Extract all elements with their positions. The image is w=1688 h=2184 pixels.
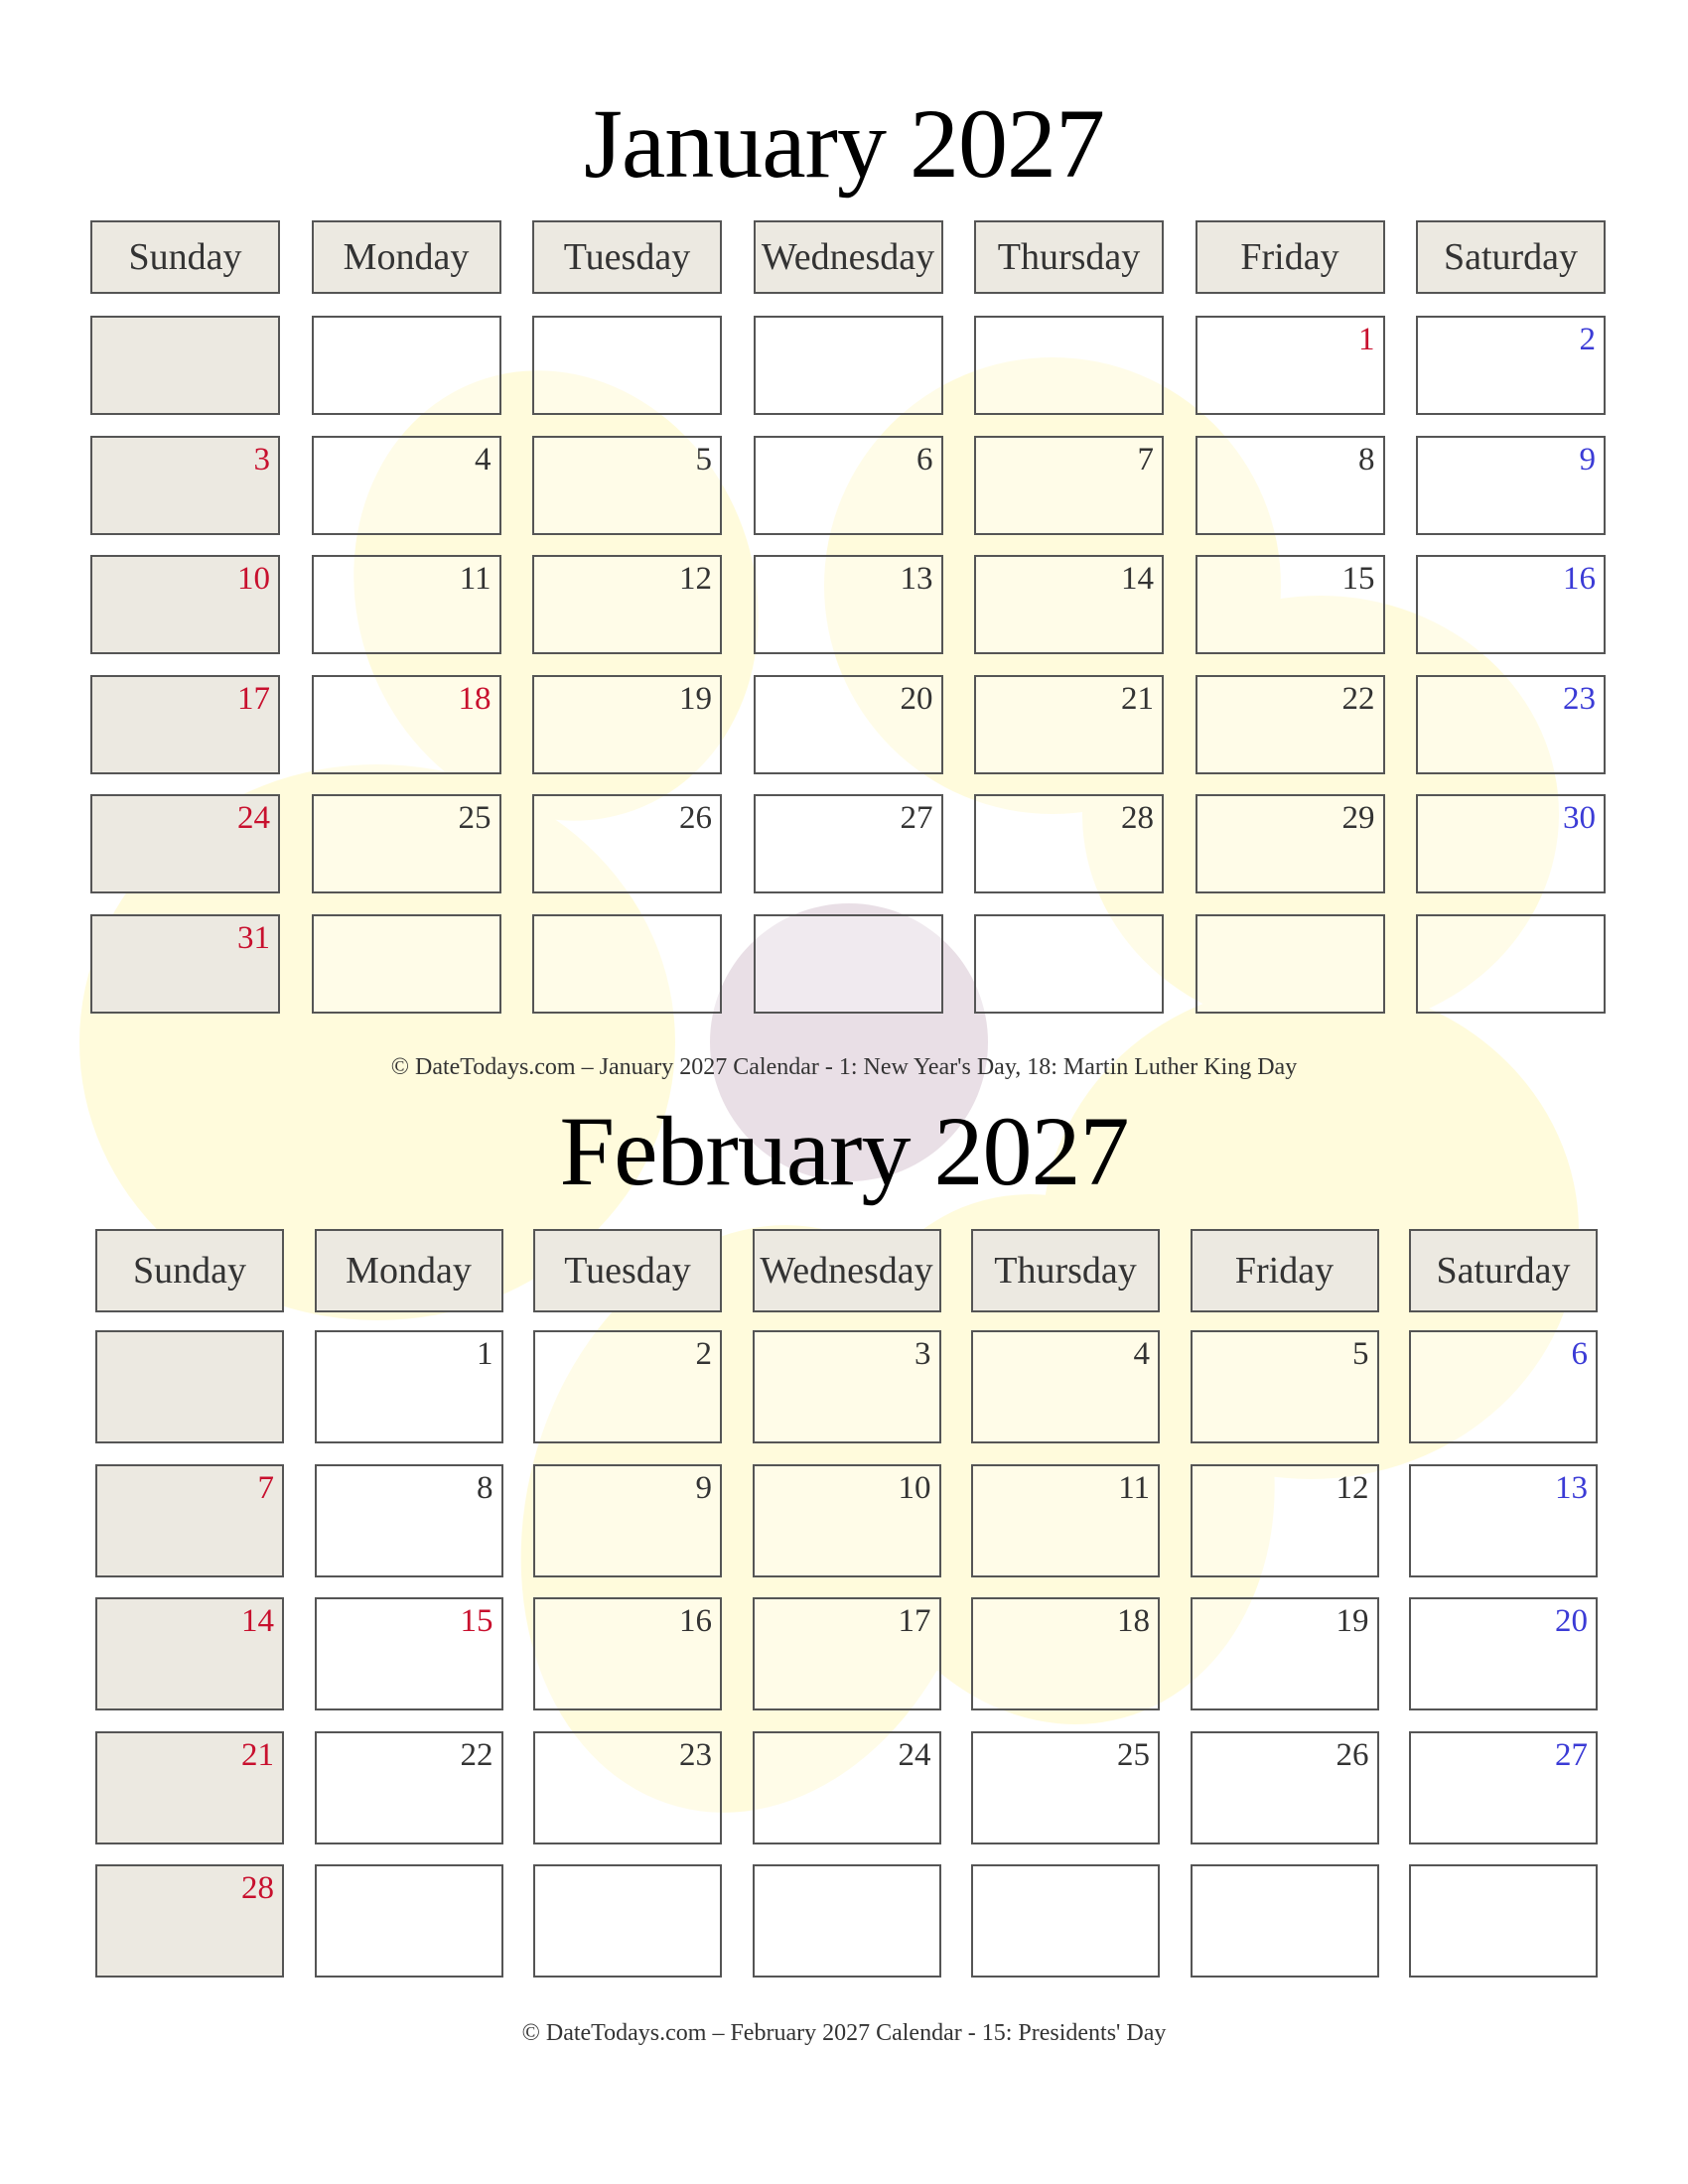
day-cell: [1196, 914, 1385, 1014]
weekday-header-thursday: Thursday: [974, 220, 1164, 294]
day-number: 17: [898, 1603, 931, 1639]
day-cell: [533, 1464, 722, 1577]
day-number: 22: [1341, 680, 1375, 717]
day-cell: [312, 794, 501, 893]
day-number: 25: [1117, 1736, 1150, 1773]
day-number: 24: [237, 800, 270, 836]
weekday-header-thursday: Thursday: [971, 1229, 1160, 1312]
day-cell: [754, 316, 943, 415]
day-cell: [532, 675, 722, 774]
day-number: 9: [1579, 441, 1596, 478]
day-cell: [1196, 675, 1385, 774]
day-cell: [753, 1464, 941, 1577]
day-cell: [1196, 555, 1385, 654]
day-cell: [1191, 1864, 1379, 1978]
day-cell: [312, 914, 501, 1014]
day-number: 4: [1133, 1336, 1150, 1372]
day-number: 16: [1563, 561, 1596, 597]
day-cell: [753, 1731, 941, 1844]
day-number: 8: [477, 1469, 493, 1506]
day-number: 27: [900, 800, 933, 836]
day-cell: [974, 794, 1164, 893]
day-cell: [754, 794, 943, 893]
day-number: 7: [1137, 441, 1154, 478]
day-number: 27: [1555, 1736, 1588, 1773]
weekday-header-tuesday: Tuesday: [533, 1229, 722, 1312]
day-cell: [754, 675, 943, 774]
day-number: 15: [1341, 561, 1375, 597]
day-cell: [1196, 316, 1385, 415]
day-cell: [971, 1731, 1160, 1844]
day-cell: [532, 436, 722, 535]
day-cell: [1191, 1464, 1379, 1577]
day-cell: [1416, 555, 1606, 654]
weekday-header-saturday: Saturday: [1416, 220, 1606, 294]
day-cell: [754, 436, 943, 535]
day-cell: [90, 794, 280, 893]
day-cell: [90, 555, 280, 654]
day-number: 30: [1563, 800, 1596, 836]
day-number: 18: [458, 680, 492, 717]
day-number: 13: [1555, 1469, 1588, 1506]
day-cell: [533, 1731, 722, 1844]
day-number: 12: [1336, 1469, 1369, 1506]
day-cell: [533, 1597, 722, 1710]
day-cell: [1191, 1597, 1379, 1710]
day-number: 28: [1121, 800, 1154, 836]
weekday-header-sunday: Sunday: [90, 220, 280, 294]
day-cell: [1416, 675, 1606, 774]
day-number: 5: [695, 441, 712, 478]
weekday-header-friday: Friday: [1196, 220, 1385, 294]
weekday-header-tuesday: Tuesday: [532, 220, 722, 294]
day-cell: [1416, 316, 1606, 415]
day-number: 31: [237, 919, 270, 956]
day-number: 10: [237, 561, 270, 597]
day-number: 4: [475, 441, 492, 478]
day-number: 11: [459, 561, 492, 597]
day-cell: [95, 1864, 284, 1978]
day-cell: [971, 1464, 1160, 1577]
day-cell: [753, 1330, 941, 1443]
day-number: 13: [900, 561, 933, 597]
day-cell: [1191, 1330, 1379, 1443]
day-cell: [312, 675, 501, 774]
day-cell: [971, 1597, 1160, 1710]
day-cell: [95, 1731, 284, 1844]
day-cell: [95, 1597, 284, 1710]
calendar-footer-note: © DateTodays.com – February 2027 Calendar - 15: Presidents' Day: [521, 2020, 1167, 2046]
day-number: 2: [1579, 322, 1596, 357]
day-cell: [974, 316, 1164, 415]
day-cell: [971, 1330, 1160, 1443]
day-number: 12: [679, 561, 712, 597]
day-number: 16: [679, 1603, 712, 1639]
weekday-header-sunday: Sunday: [95, 1229, 284, 1312]
day-cell: [532, 914, 722, 1014]
day-number: 21: [1121, 680, 1154, 717]
month-title: January 2027: [584, 88, 1104, 199]
day-number: 28: [241, 1870, 274, 1906]
day-number: 2: [695, 1336, 712, 1372]
day-number: 26: [679, 800, 712, 836]
day-number: 3: [914, 1336, 931, 1372]
day-cell: [90, 914, 280, 1014]
day-cell: [532, 794, 722, 893]
day-number: 8: [1358, 441, 1375, 478]
day-cell: [95, 1330, 284, 1443]
day-cell: [95, 1464, 284, 1577]
day-cell: [315, 1464, 503, 1577]
month-title: February 2027: [559, 1096, 1129, 1206]
day-number: 9: [695, 1469, 712, 1506]
day-number: 22: [460, 1736, 493, 1773]
day-number: 15: [460, 1603, 493, 1639]
day-cell: [1196, 794, 1385, 893]
day-number: 1: [477, 1336, 493, 1372]
day-cell: [1409, 1330, 1598, 1443]
day-cell: [312, 316, 501, 415]
day-cell: [1409, 1864, 1598, 1978]
day-cell: [1416, 914, 1606, 1014]
day-cell: [315, 1330, 503, 1443]
day-number: 11: [1118, 1469, 1150, 1506]
day-cell: [1191, 1731, 1379, 1844]
day-cell: [974, 436, 1164, 535]
day-cell: [312, 436, 501, 535]
weekday-header-wednesday: Wednesday: [753, 1229, 941, 1312]
weekday-header-wednesday: Wednesday: [754, 220, 943, 294]
day-number: 3: [253, 441, 270, 478]
day-cell: [974, 555, 1164, 654]
day-cell: [315, 1864, 503, 1978]
day-number: 18: [1117, 1603, 1150, 1639]
day-number: 6: [916, 441, 933, 478]
day-number: 24: [898, 1736, 931, 1773]
day-number: 23: [1563, 680, 1596, 717]
day-number: 10: [898, 1469, 931, 1506]
day-cell: [754, 555, 943, 654]
day-cell: [1196, 436, 1385, 535]
day-number: 25: [458, 800, 492, 836]
weekday-header-saturday: Saturday: [1409, 1229, 1598, 1312]
day-cell: [753, 1864, 941, 1978]
day-cell: [753, 1597, 941, 1710]
day-number: 20: [900, 680, 933, 717]
day-cell: [754, 914, 943, 1014]
calendar-footer-note: © DateTodays.com – January 2027 Calendar - 1: New Year's Day, 18: Martin Luther King Day: [390, 1054, 1298, 1080]
day-number: 26: [1336, 1736, 1369, 1773]
weekday-header-monday: Monday: [312, 220, 501, 294]
day-cell: [974, 675, 1164, 774]
day-number: 14: [241, 1603, 274, 1639]
weekday-header-monday: Monday: [315, 1229, 503, 1312]
day-cell: [974, 914, 1164, 1014]
day-cell: [532, 316, 722, 415]
day-number: 21: [241, 1736, 274, 1773]
day-number: 19: [679, 680, 712, 717]
day-cell: [312, 555, 501, 654]
day-cell: [1409, 1731, 1598, 1844]
day-cell: [90, 316, 280, 415]
day-cell: [533, 1330, 722, 1443]
day-cell: [532, 555, 722, 654]
day-cell: [971, 1864, 1160, 1978]
day-number: 17: [237, 680, 270, 717]
day-number: 6: [1571, 1336, 1588, 1372]
day-cell: [533, 1864, 722, 1978]
day-number: 29: [1341, 800, 1375, 836]
weekday-header-friday: Friday: [1191, 1229, 1379, 1312]
day-cell: [1409, 1597, 1598, 1710]
day-cell: [90, 436, 280, 535]
day-cell: [315, 1731, 503, 1844]
day-cell: [1409, 1464, 1598, 1577]
day-number: 7: [257, 1469, 274, 1506]
day-cell: [90, 675, 280, 774]
day-number: 19: [1336, 1603, 1369, 1639]
day-number: 5: [1352, 1336, 1369, 1372]
day-cell: [1416, 794, 1606, 893]
day-number: 20: [1555, 1603, 1588, 1639]
day-number: 14: [1121, 561, 1154, 597]
day-number: 23: [679, 1736, 712, 1773]
day-cell: [315, 1597, 503, 1710]
day-cell: [1416, 436, 1606, 535]
day-number: 1: [1358, 322, 1375, 357]
